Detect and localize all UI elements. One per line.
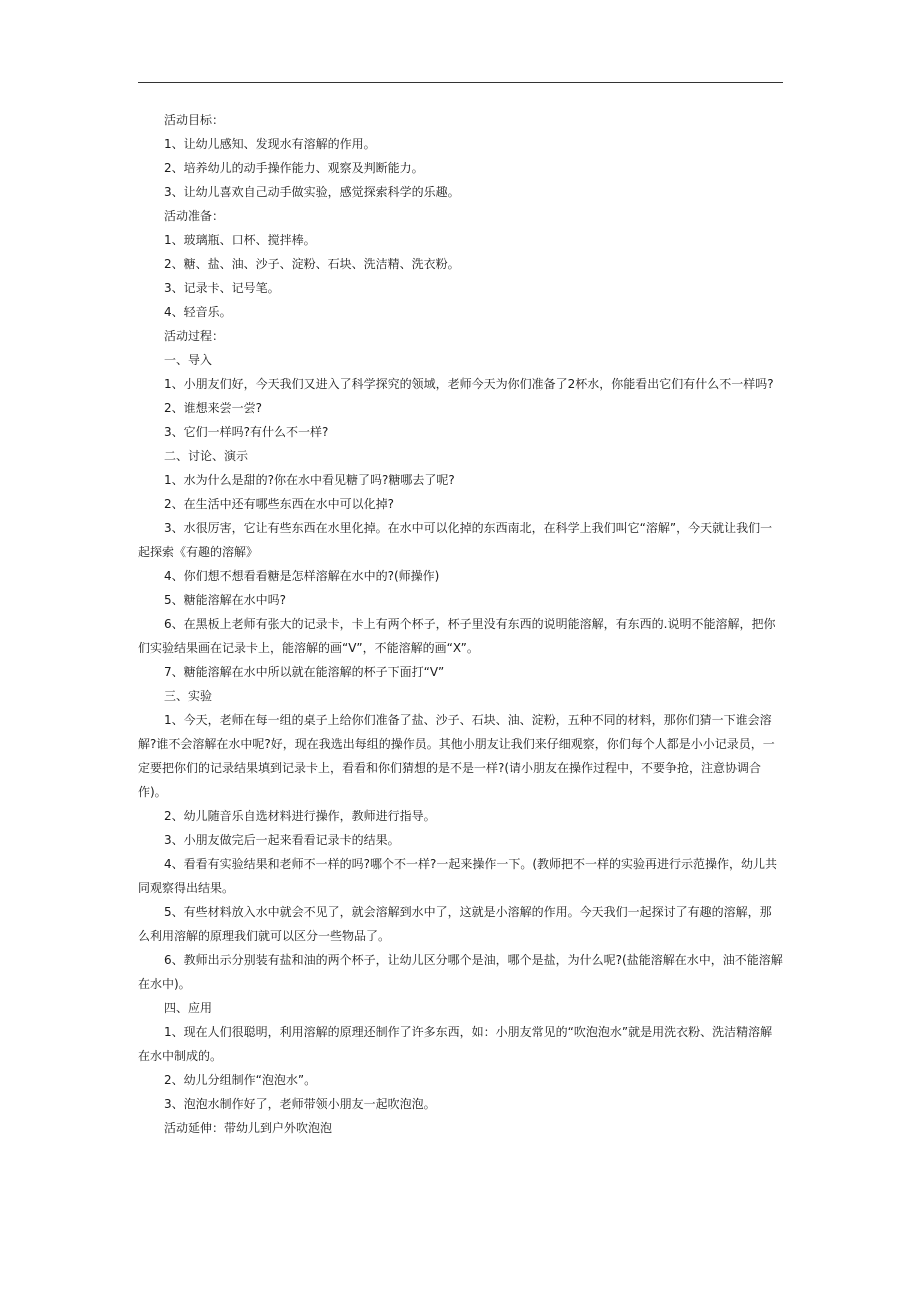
paragraph: 1、今天，老师在每一组的桌子上给你们准备了盐、沙子、石块、油、淀粉，五种不同的材料，那你们猜一下谁会溶解?谁不会溶解在水中呢?好，现在我选出每组的操作员。其他小朋友让我们来仔细观察，你们每个人都是小小记录员，一定要把你们的记录结果填到记录卡上，看看和你们猜想的是不是一样?(请小朋友在操作过程中，不要争抢，注意协调合作)。 [138,713,775,799]
paragraph: 1、现在人们很聪明，利用溶解的原理还制作了许多东西，如：小朋友常见的“吹泡泡水”就是用洗衣粉、洗洁精溶解在水中制成的。 [138,1025,773,1063]
paragraph: 2、幼儿分组制作“泡泡水”。 [164,1073,317,1087]
paragraph: 3、泡泡水制作好了，老师带领小朋友一起吹泡泡。 [164,1097,436,1111]
subheading-experiment: 三、实验 [164,689,213,703]
paragraph: 3、记录卡、记号笔。 [164,281,280,295]
paragraph: 5、有些材料放入水中就会不见了，就会溶解到水中了，这就是小溶解的作用。今天我们一起探讨了有趣的溶解，那么利用溶解的原理我们就可以区分一些物品了。 [138,905,772,943]
paragraph: 3、小朋友做完后一起来看看记录卡的结果。 [164,833,400,847]
paragraph: 7、糖能溶解在水中所以就在能溶解的杯子下面打“V” [164,665,445,679]
paragraph: 4、看看有实验结果和老师不一样的吗?哪个不一样?一起来操作一下。(教师把不一样的实验再进行示范操作，幼儿共同观察得出结果。 [138,857,778,895]
paragraph: 1、水为什么是甜的?你在水中看见糖了吗?糖哪去了呢? [164,473,455,487]
paragraph: 4、轻音乐。 [164,305,232,319]
paragraph: 2、培养幼儿的动手操作能力、观察及判断能力。 [164,161,424,175]
section-heading-preparation: 活动准备： [164,209,225,223]
subheading-application: 四、应用 [164,1001,213,1015]
paragraph: 1、让幼儿感知、发现水有溶解的作用。 [164,137,376,151]
paragraph: 2、在生活中还有哪些东西在水中可以化掉? [164,497,395,511]
paragraph: 6、教师出示分别装有盐和油的两个杯子，让幼儿区分哪个是油，哪个是盐，为什么呢?(盐能溶解在水中，油不能溶解在水中)。 [138,953,783,991]
paragraph: 5、糖能溶解在水中吗? [164,593,287,607]
paragraph: 3、它们一样吗?有什么不一样? [164,425,329,439]
paragraph: 3、水很厉害，它让有些东西在水里化掉。在水中可以化掉的东西南北，在科学上我们叫它“溶解”，今天就让我们一起探索《有趣的溶解》 [138,521,773,559]
paragraph: 3、让幼儿喜欢自己动手做实验，感觉探索科学的乐趣。 [164,185,460,199]
paragraph: 1、小朋友们好，今天我们又进入了科学探究的领域，老师今天为你们准备了2杯水，你能看出它们有什么不一样吗? [164,377,774,391]
section-heading-process: 活动过程： [164,329,225,343]
paragraph: 4、你们想不想看看糖是怎样溶解在水中的?(师操作) [164,569,440,583]
header-rule [138,82,783,83]
paragraph: 2、糖、盐、油、沙子、淀粉、石块、洗洁精、洗衣粉。 [164,257,460,271]
section-heading-goals: 活动目标： [164,113,225,127]
paragraph: 2、谁想来尝一尝? [164,401,263,415]
paragraph: 2、幼儿随音乐自选材料进行操作，教师进行指导。 [164,809,436,823]
document-body [138,108,783,1140]
paragraph: 6、在黑板上老师有张大的记录卡，卡上有两个杯子，杯子里没有东西的说明能溶解，有东西的.说明不能溶解，把你们实验结果画在记录卡上，能溶解的画“V”，不能溶解的画“X”。 [138,617,776,655]
subheading-discussion: 二、讨论、演示 [164,449,249,463]
section-heading-extension: 活动延伸：带幼儿到户外吹泡泡 [164,1121,333,1135]
subheading-intro: 一、导入 [164,353,213,367]
paragraph: 1、玻璃瓶、口杯、搅拌棒。 [164,233,316,247]
